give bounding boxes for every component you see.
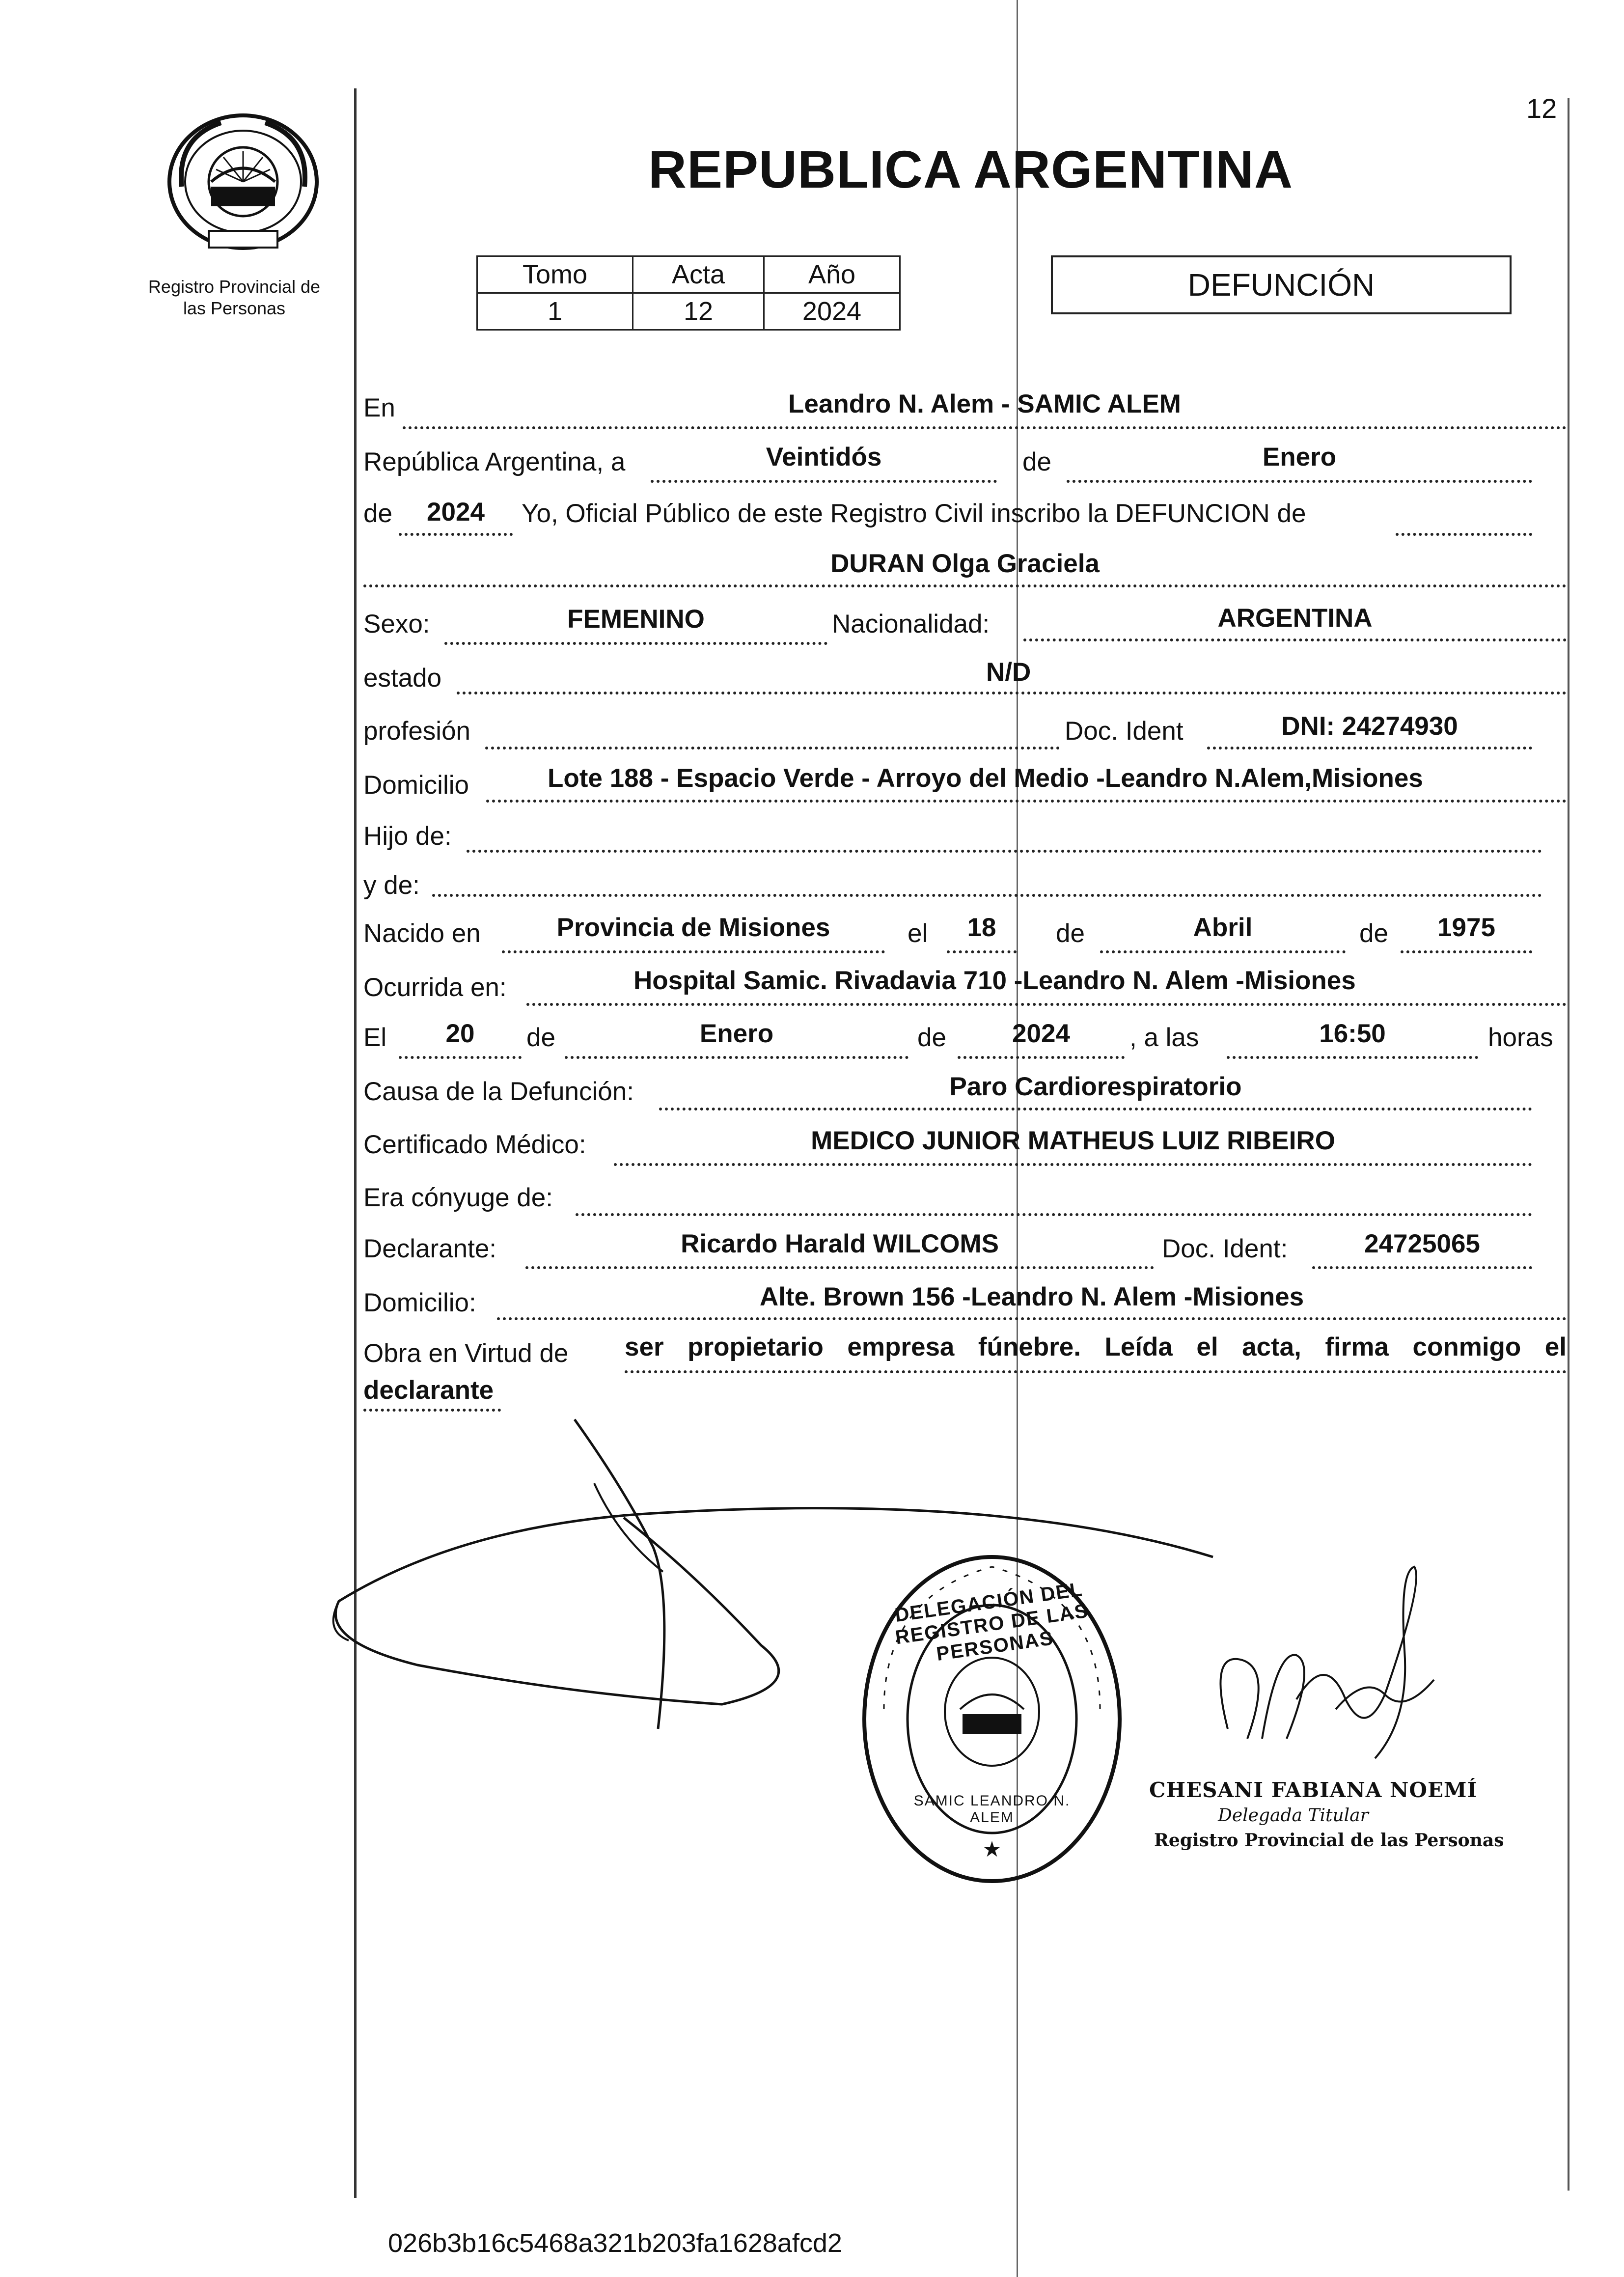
official-signature-icon (1188, 1552, 1463, 1778)
line-nacido-en (502, 950, 885, 953)
line-declarante (525, 1266, 1154, 1269)
value-lugar: Leandro N. Alem - SAMIC ALEM (788, 389, 1181, 418)
label-de-fallec-anio: de (917, 1023, 946, 1052)
label-en: En (363, 393, 395, 422)
value-mes: Enero (1262, 443, 1337, 472)
line-anio (399, 533, 513, 536)
label-horas: horas (1488, 1023, 1553, 1052)
value-estado: N/D (986, 658, 1031, 687)
value-obra-en-virtud-line2: declarante (363, 1376, 494, 1405)
value-obra-en-virtud-line1: ser propietario empresa fúnebre. Leída el acta, firma conmigo el (625, 1333, 1567, 1361)
line-yo-text (1396, 533, 1532, 536)
document-hash: 026b3b16c5468a321b203fa1628afcd2 (388, 2228, 842, 2258)
line-conyuge (576, 1213, 1532, 1216)
value-domicilio-declarante: Alte. Brown 156 -Leandro N. Alem -Misiones (759, 1282, 1304, 1311)
stamp-star-icon: ★ (982, 1837, 1002, 1861)
stamp-inner-text: SAMIC LEANDRO N. ALEM (913, 1793, 1071, 1826)
label-domicilio-declarante: Domicilio: (363, 1288, 476, 1317)
label-ocurrida-en: Ocurrida en: (363, 973, 507, 1002)
value-nacido-anio: 1975 (1437, 913, 1495, 942)
document-type-box: DEFUNCIÓN (1051, 255, 1512, 314)
value-nacido-en: Provincia de Misiones (556, 913, 830, 942)
label-el: el (908, 919, 928, 948)
line-nacionalidad (1023, 639, 1567, 641)
label-declarante: Declarante: (363, 1234, 497, 1263)
value-fallec-anio: 2024 (1012, 1019, 1070, 1048)
line-nacido-anio (1401, 950, 1532, 953)
official-institution: Registro Provincial de las Personas (1154, 1830, 1504, 1851)
value-ocurrida-en: Hospital Samic. Rivadavia 710 -Leandro N. Alem -Misiones (633, 966, 1356, 995)
value-hora: 16:50 (1319, 1019, 1386, 1048)
label-estado: estado (363, 664, 442, 693)
provincial-seal-icon (162, 108, 324, 255)
official-name: CHESANI FABIANA NOEMÍ (1149, 1778, 1478, 1802)
cell-acta: 12 (633, 293, 764, 330)
label-hijo-de: Hijo de: (363, 822, 452, 851)
label-a-las: , a las (1129, 1023, 1199, 1052)
value-dia: Veintidós (766, 443, 882, 472)
cell-anio: 2024 (764, 293, 900, 330)
label-el-upper: El (363, 1023, 387, 1052)
value-domicilio: Lote 188 - Espacio Verde - Arroyo del Medio -Leandro N.Alem,Misiones (548, 764, 1423, 793)
label-nacido-en: Nacido en (363, 919, 481, 948)
label-doc-ident-declarante: Doc. Ident: (1162, 1234, 1288, 1263)
line-fallec-anio (958, 1056, 1125, 1059)
org-name (129, 276, 340, 319)
stamp-outer-text: DELEGACIÓN DEL REGISTRO DE LAS PERSONAS (893, 1578, 1090, 1666)
label-sexo: Sexo: (363, 610, 430, 639)
line-nacido-mes (1100, 950, 1346, 953)
value-anio: 2024 (427, 498, 485, 527)
label-de-nacido-anio: de (1359, 919, 1388, 948)
label-domicilio: Domicilio (363, 771, 469, 800)
line-fallec-dia (399, 1056, 522, 1059)
label-de-anio: de (363, 499, 392, 528)
org-name-line2: las Personas (183, 298, 286, 318)
value-sexo: FEMENINO (567, 605, 705, 634)
value-nacido-dia: 18 (967, 913, 996, 942)
value-nacido-mes: Abril (1193, 913, 1253, 942)
org-name-line1: Registro Provincial de (148, 277, 321, 297)
value-causa: Paro Cardiorespiratorio (949, 1072, 1242, 1101)
line-profesion (485, 747, 1060, 750)
line-y-de (432, 894, 1542, 897)
value-certificado: MEDICO JUNIOR MATHEUS LUIZ RIBEIRO (811, 1126, 1335, 1155)
line-en (403, 426, 1567, 429)
page-number: 12 (1526, 93, 1557, 124)
line-domicilio (486, 800, 1567, 803)
label-yo-text: Yo, Oficial Público de este Registro Civil inscribo la DEFUNCION de (522, 499, 1306, 528)
line-causa (659, 1108, 1532, 1111)
page-title: REPUBLICA ARGENTINA (648, 139, 1293, 199)
line-certificado (614, 1163, 1532, 1166)
column-header-tomo: Tomo (477, 256, 633, 293)
label-profesion: profesión (363, 717, 471, 746)
line-mes (1067, 480, 1532, 483)
label-nacionalidad: Nacionalidad: (832, 610, 990, 639)
line-nombre (363, 584, 1567, 587)
column-header-acta: Acta (633, 256, 764, 293)
label-doc-ident: Doc. Ident (1065, 717, 1184, 746)
label-causa: Causa de la Defunción: (363, 1077, 634, 1106)
line-dia (651, 480, 997, 483)
line-ocurrida-en (526, 1003, 1567, 1006)
label-certificado: Certificado Médico: (363, 1130, 586, 1159)
line-domicilio-declarante (497, 1317, 1567, 1320)
value-declarante: Ricardo Harald WILCOMS (681, 1229, 999, 1258)
label-obra-en-virtud: Obra en Virtud de (363, 1339, 569, 1368)
line-doc-ident (1207, 747, 1532, 750)
line-obra-en-virtud (625, 1370, 1567, 1373)
value-fallec-mes: Enero (699, 1019, 774, 1048)
label-de-nacido-mes: de (1056, 919, 1085, 948)
value-doc-ident: DNI: 24274930 (1281, 712, 1458, 741)
line-fallec-mes (565, 1056, 908, 1059)
label-conyuge: Era cónyuge de: (363, 1183, 553, 1212)
value-nombre: DURAN Olga Graciela (830, 549, 1100, 578)
label-republica-a: República Argentina, a (363, 447, 626, 476)
left-margin-line (354, 88, 357, 2198)
line-declarante-doc (1312, 1266, 1532, 1269)
label-y-de: y de: (363, 871, 420, 900)
cell-tomo: 1 (477, 293, 633, 330)
line-nacido-dia (947, 950, 1017, 953)
label-de-fallec-mes: de (526, 1023, 555, 1052)
label-de-mes: de (1022, 447, 1051, 476)
line-sexo (444, 642, 827, 645)
right-margin-line (1568, 98, 1569, 2191)
line-estado (457, 692, 1567, 694)
value-fallec-dia: 20 (445, 1019, 475, 1048)
value-nacionalidad: ARGENTINA (1217, 604, 1373, 633)
column-header-anio: Año (764, 256, 900, 293)
official-role: Delegada Titular (1218, 1805, 1369, 1826)
line-hora (1227, 1056, 1478, 1059)
line-hijo-de (467, 850, 1542, 853)
register-table (476, 255, 901, 331)
value-declarante-doc: 24725065 (1364, 1229, 1480, 1258)
